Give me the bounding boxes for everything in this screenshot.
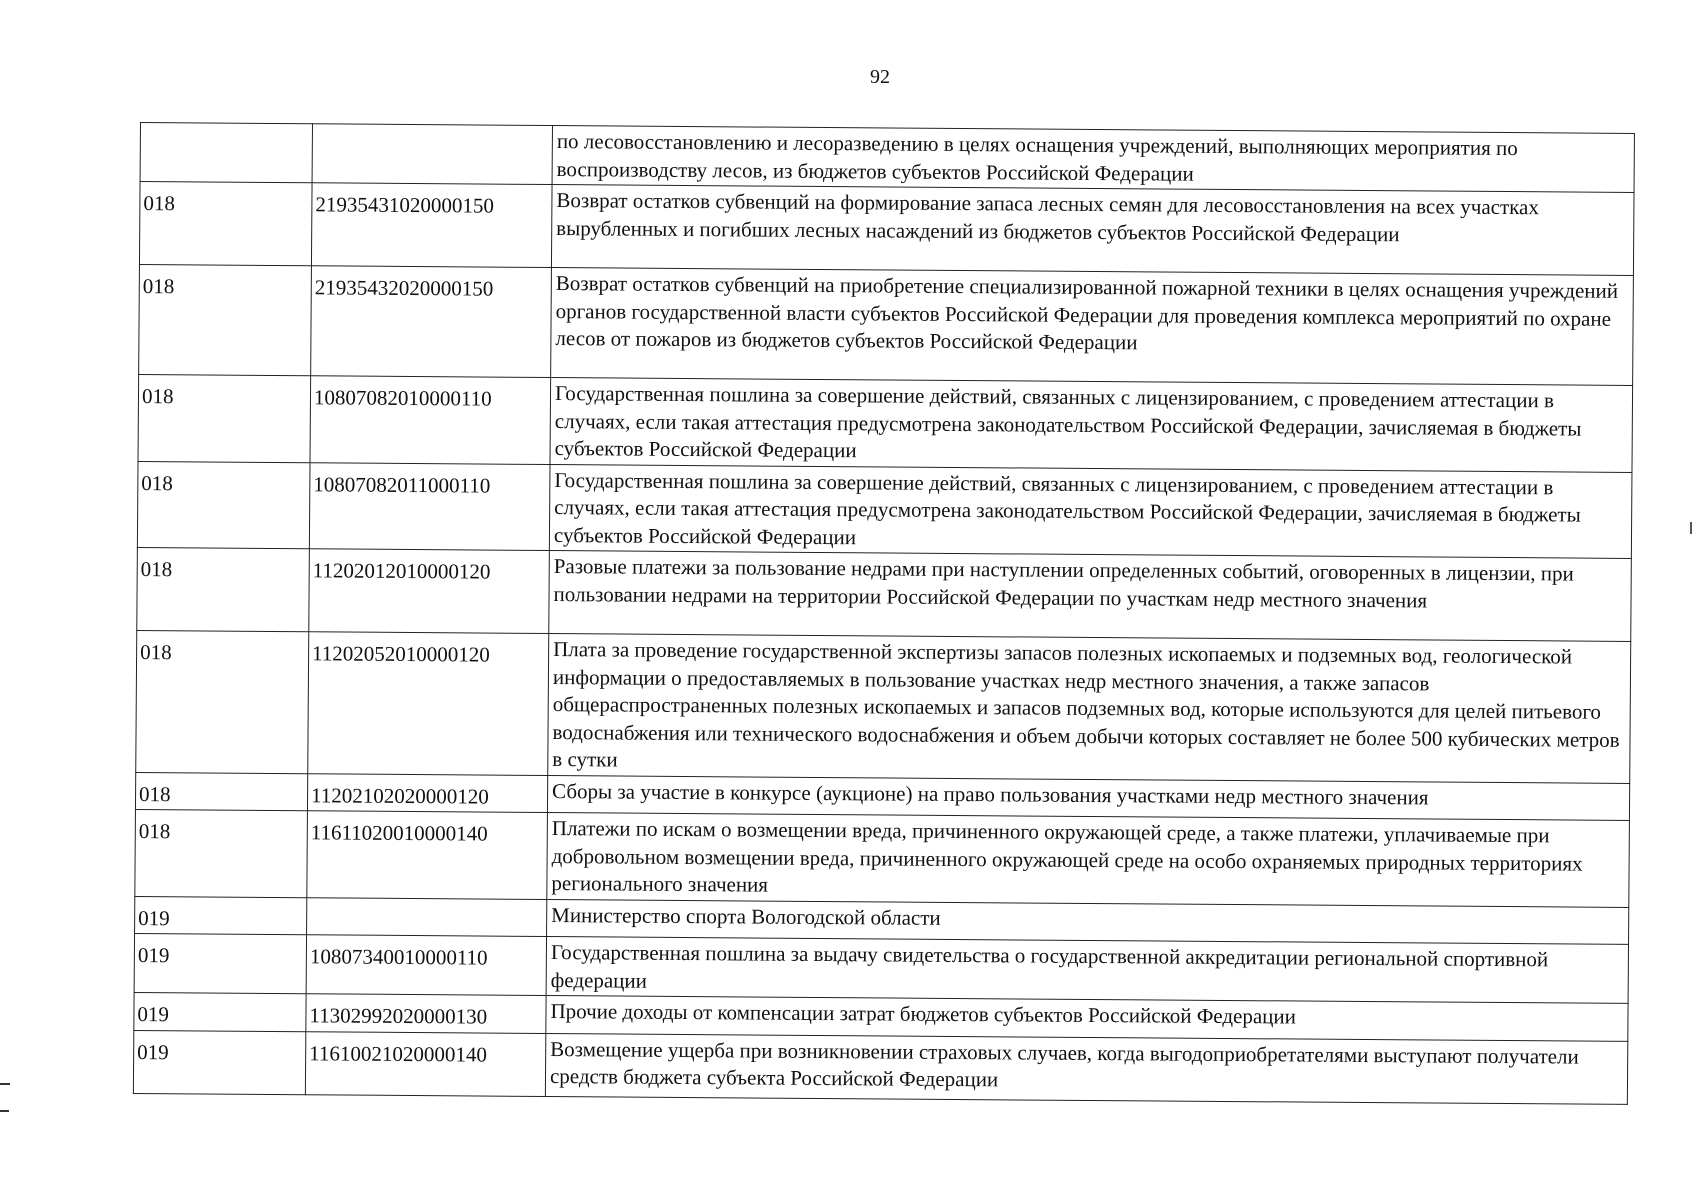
admin-code-cell: 018 [138, 374, 311, 462]
budget-code-cell: 10807340010000110 [306, 935, 546, 996]
admin-code-cell [140, 123, 312, 183]
table-row [135, 809, 1630, 906]
budget-code-cell: 21935431020000150 [311, 183, 552, 268]
description-cell: Прочие доходы от компенсации затрат бюджетов субъектов Российской Федерации [546, 996, 1628, 1041]
budget-code-cell: 11202052010000120 [308, 632, 549, 775]
scan-margin-mark [0, 1110, 9, 1112]
table-row [138, 374, 1633, 471]
description-cell: Возмещение ущерба при возникновении страховых случаев, когда выгодоприобретателями выступают получатели средств бюджета субъекта Российской Федерации [545, 1033, 1627, 1104]
table-row [137, 461, 1632, 558]
description-cell: Возврат остатков субвенций на приобретение специализированной пожарной техники в целях оснащения учреждений органов государственной власти субъектов Российской Федерации для проведения комплекса мероприятий по охране лесов от пожаров из бюджетов субъектов Российской Федерации [551, 268, 1634, 386]
description-cell: Государственная пошлина за выдачу свидетельства о государственной аккредитации региональной спортивной федерации [546, 937, 1628, 1004]
table-row [139, 264, 1634, 385]
budget-code-cell [312, 124, 552, 185]
admin-code-cell: 018 [139, 264, 312, 375]
table-row [133, 1030, 1627, 1104]
description-cell: Государственная пошлина за совершение действий, связанных с лицензированием, с проведением аттестации в случаях, если такая аттестация предусмотрена законодательством Российской Федерации, зачисляемая в бюджеты субъектов Российской Федерации [550, 378, 1633, 472]
admin-code-cell: 019 [134, 992, 306, 1031]
table-row [140, 123, 1634, 193]
description-cell: Сборы за участие в конкурсе (аукционе) на право пользования участками недр местного значения [547, 775, 1629, 820]
budget-code-cell: 10807082010000110 [310, 376, 551, 464]
scan-margin-mark [0, 1083, 10, 1085]
revenue-codes-table [133, 122, 1635, 1104]
budget-code-cell [307, 897, 547, 936]
description-cell: Государственная пошлина за совершение действий, связанных с лицензированием, с проведением аттестации в случаях, если такая аттестация предусмотрена законодательством Российской Федерации, зачисляемая в бюджеты субъектов Российской Федерации [549, 464, 1632, 558]
table-row [134, 933, 1628, 1003]
table-row [137, 547, 1632, 641]
description-cell: по лесовосстановлению и лесоразведению в целях оснащения учреждений, выполняющих мероприятия по воспроизводству лесов, из бюджетов субъектов Российской Федерации [552, 126, 1634, 193]
description-cell: Платежи по искам о возмещении вреда, причиненного окружающей среде, а также платежи, уплачиваемые при добровольном возмещении вреда, причиненного окружающей среде на особо охраняемых природных территориях регионального значения [547, 813, 1630, 907]
admin-code-cell: 018 [139, 182, 312, 266]
admin-code-cell: 018 [137, 461, 310, 549]
admin-code-cell: 019 [135, 896, 307, 935]
description-cell: Разовые платежи за пользование недрами при наступлении определенных событий, оговоренных в лицензии, при пользовании недрами на территории Российской Федерации по участкам недр местного значения [549, 551, 1632, 642]
budget-code-cell: 11611020010000140 [307, 811, 548, 899]
budget-code-cell: 11302992020000130 [306, 994, 546, 1033]
description-cell: Министерство спорта Вологодской области [547, 899, 1629, 944]
admin-code-cell: 018 [137, 547, 310, 631]
budget-code-cell: 21935432020000150 [311, 266, 552, 378]
admin-code-cell: 018 [136, 630, 309, 773]
admin-code-cell: 018 [135, 809, 308, 897]
description-cell: Возврат остатков субвенций на формирование запаса лесных семян для лесовосстановления на всех участках вырубленных и погибших лесных насаждений из бюджетов субъектов Российской Федерации [551, 185, 1634, 276]
budget-code-cell: 11202102020000120 [307, 773, 547, 812]
admin-code-cell: 018 [135, 772, 307, 811]
table-row [136, 630, 1631, 782]
table-row [139, 182, 1634, 276]
admin-code-cell: 019 [133, 1030, 305, 1094]
budget-code-cell: 11202012010000120 [309, 549, 550, 634]
scan-margin-mark [1690, 522, 1692, 534]
page-number: 92 [870, 66, 890, 88]
admin-code-cell: 019 [134, 933, 306, 993]
budget-code-cell: 11610021020000140 [305, 1031, 545, 1096]
description-cell: Плата за проведение государственной экспертизы запасов полезных ископаемых и подземных вод, геологической информации о предоставляемых в пользование участках недр местного значения, а также запасов общераспространенных полезных ископаемых и запасов подземных вод, которые используются для целей питьевого водоснабжения или технического водоснабжения и объем добычи которых составляет не более 500 кубических метров в сутки [548, 634, 1631, 783]
budget-code-cell: 10807082011000110 [309, 462, 550, 550]
